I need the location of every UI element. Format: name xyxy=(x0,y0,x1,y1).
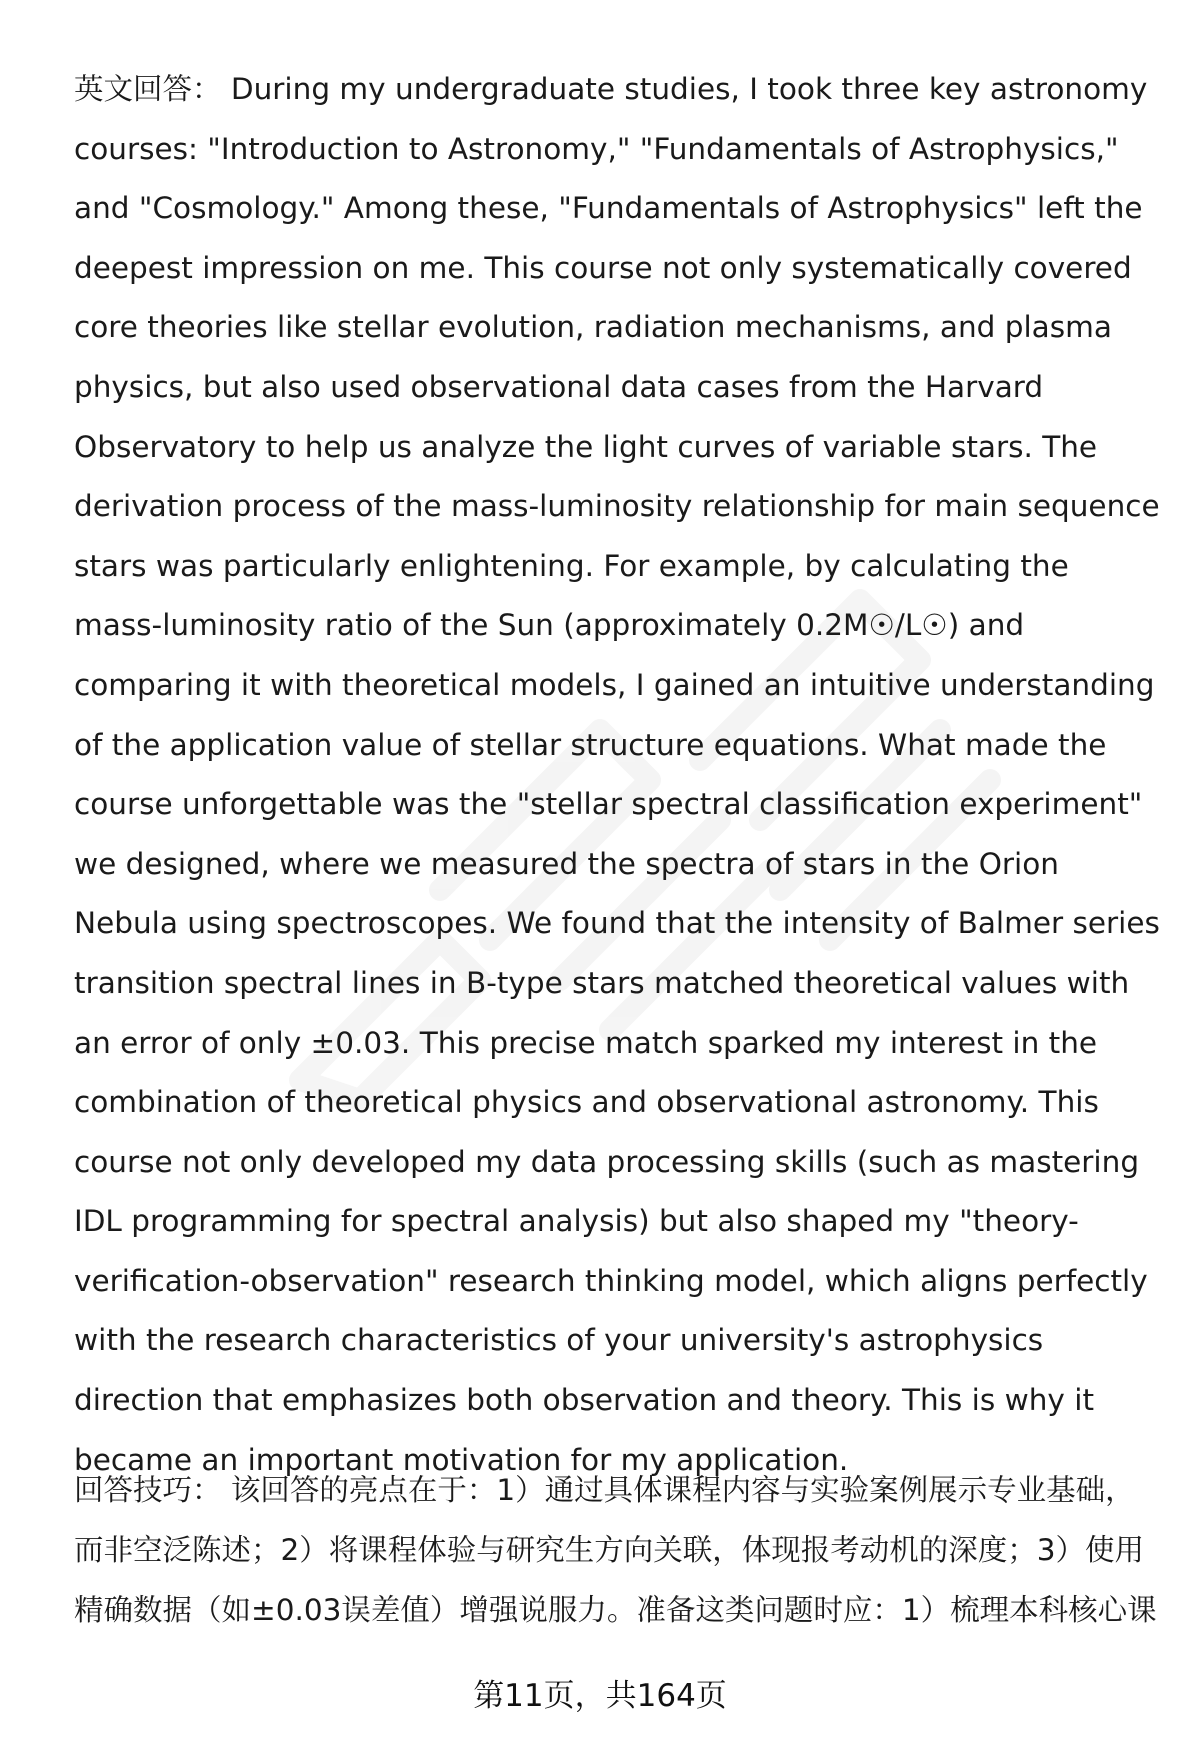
answer-tips-label: 回答技巧： xyxy=(74,1473,222,1507)
answer-tips-paragraph xyxy=(74,1460,1164,1640)
english-answer-paragraph xyxy=(74,60,1164,1490)
answer-tips-text: 该回答的亮点在于：1）通过具体课程内容与实验案例展示专业基础，而非空泛陈述；2）将课程体验与研究生方向关联，体现报考动机的深度；3）使用精确数据（如±0.03误差值）增强说服力。准备这类问题时应：1）梳理本科核心课 xyxy=(74,1473,1157,1627)
page-number: 第11页，共164页 xyxy=(473,1678,727,1714)
english-answer-text: During my undergraduate studies, I took three key astronomy courses: "Introduction to Astronomy," "Fundamentals of Astrophysics," and "Cosmology." Among these, "Fundamentals of Astrophysics" left the deepest impression on me. This course not only systematically covered core theories like stellar evolution, radiation mechanisms, and plasma physics, but also used observational data cases from the Harvard Observatory to help us analyze the light curves of variable stars. The derivation process of the mass-luminosity relationship for main sequence stars was particularly enlightening. For example, by calculating the mass-luminosity ratio of the Sun (approximately 0.2M☉/L☉) and comparing it with theoretical models, I gained an intuitive understanding of the application value of stellar structure equations. What made the course unforgettable was the "stellar spectral classification experiment" we designed, where we measured the spectra of stars in the Orion Nebula using spectroscopes. We found that the intensity of Balmer series transition spectral lines in B-type stars matched theoretical values with an error of only ±0.03. This precise match sparked my interest in the combination of theoretical physics and observational astronomy. This course not only developed my data processing skills (such as mastering IDL programming for spectral analysis) but also shaped my "theory-verification-observation" research thinking model, which aligns perfectly with the research characteristics of your university's astrophysics direction that emphasizes both observation and theory. This is why it became an important motivation for my application. xyxy=(74,72,1160,1477)
english-answer-label: 英文回答： xyxy=(74,72,222,106)
